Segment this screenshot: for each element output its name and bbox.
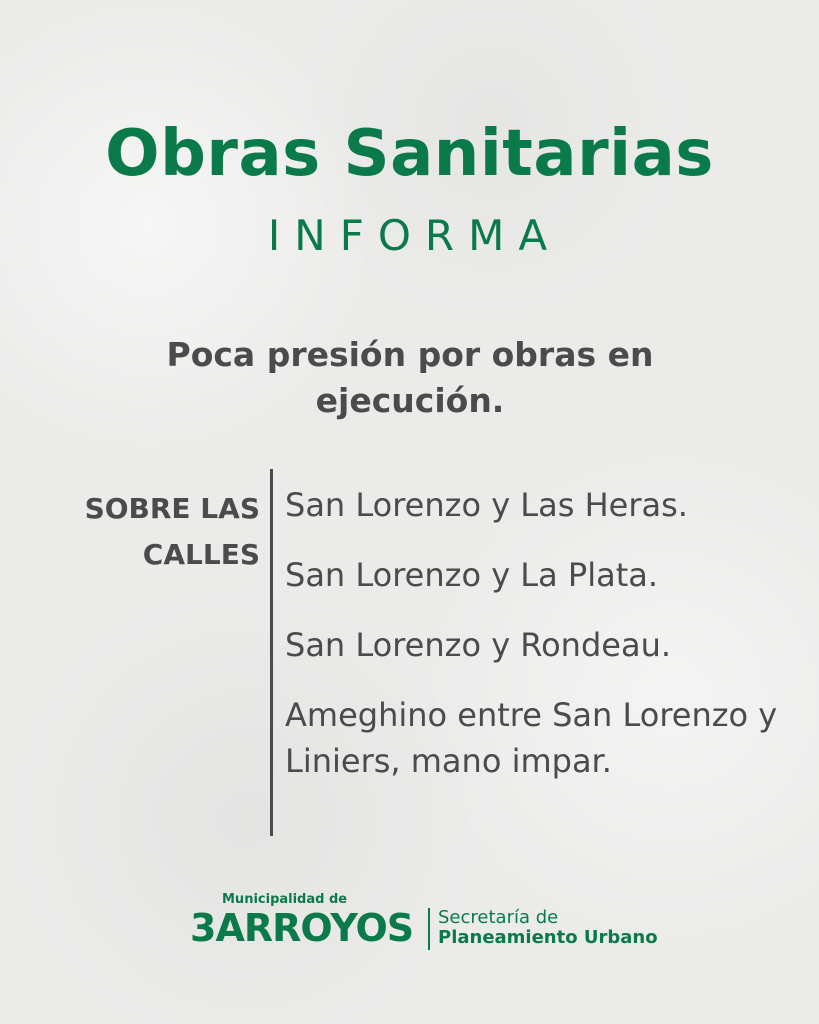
municipality-small-label: Municipalidad de	[222, 892, 348, 907]
logo-divider	[428, 908, 430, 950]
street-item: Ameghino entre San Lorenzo y Liniers, mano impar.	[285, 696, 778, 780]
department-line-2: Planeamiento Urbano	[438, 927, 658, 948]
vertical-divider	[270, 469, 273, 836]
street-item: San Lorenzo y Las Heras.	[285, 486, 688, 524]
street-list	[285, 482, 805, 808]
page-title: Obras Sanitarias	[105, 117, 714, 191]
page-subtitle: INFORMA	[267, 211, 562, 260]
municipality-logo	[190, 890, 422, 960]
notice-headline: Poca presión por obras en ejecución.	[166, 335, 654, 420]
footer-logo	[190, 890, 670, 960]
municipality-name: 3ARROYOS	[190, 906, 414, 950]
streets-label: SOBRE LAS CALLES	[84, 492, 260, 571]
street-item: San Lorenzo y Rondeau.	[285, 626, 672, 664]
department-line-1: Secretaría de	[438, 907, 559, 928]
street-item: San Lorenzo y La Plata.	[285, 556, 659, 594]
